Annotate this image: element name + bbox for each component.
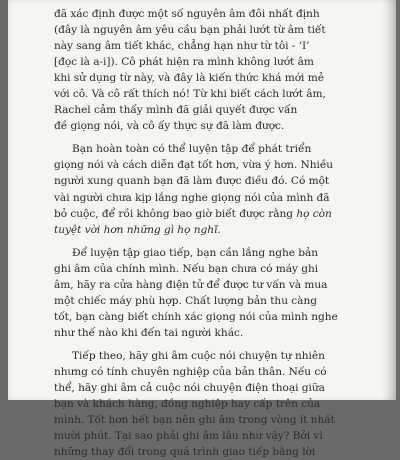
text-line-with-italic [54,206,370,222]
italic-line: tuyệt vời hơn những gì họ nghĩ. [54,223,221,236]
text-line: âm, hãy ra cửa hàng điện tử để được tư vấn và mua [54,278,328,291]
paragraph-3 [54,245,370,341]
text-line: vài người chưa kịp lắng nghe giọng nói của mình đã [54,191,330,204]
text-line: Bạn hoàn toàn có thể luyện tập để phát triển [72,143,312,156]
text-line: người xung quanh bạn đã làm được điều đó. Có một [54,175,330,188]
text-line: một chiếc máy phù hợp. Chất lượng bản thu càng [54,294,317,307]
text-line: với cô. Và cô rất thích nó! Từ khi biết cách lướt âm, [54,88,326,101]
text-line: Để luyện tập giao tiếp, bạn cần lắng nghe bản [72,246,319,259]
text-line: mười phút. Tại sao phải ghi âm lâu như vậy? Bởi vì [54,430,323,443]
paragraph-1 [54,6,370,134]
body-text [54,6,370,460]
text-line: (đây là nguyên âm yêu cầu bạn phải lướt từ âm tiết [54,24,326,37]
text-line: khi sử dụng từ này, và đây là kiến thức khá mới mẻ [54,72,324,85]
text-line: như thế nào khi đến tai người khác. [54,326,244,339]
text-line: giọng nói và cách diễn đạt tốt hơn, vừa ý hơn. Nhiều [54,159,334,172]
paragraph-4 [54,348,370,460]
text-line: nhưng có tính chuyên nghiệp của bản thân. Nếu có [54,365,327,378]
text-line: đã xác định được một số nguyên âm đôi nhất định [54,8,320,20]
text-line: tốt, bạn càng biết chính xác giọng nói của mình nghe [54,310,338,323]
text-line: [đọc là a-i]). Cô phát hiện ra mình không lướt âm [54,56,314,69]
italic-run: họ còn [296,207,332,220]
text-line: này sang âm tiết khác, chẳng hạn như từ tôi - ‘I’ [54,40,310,53]
text-line: ghi âm của chính mình. Nếu bạn chưa có máy ghi [54,262,319,275]
text-line: Tiếp theo, hãy ghi âm cuộc nói chuyện tự nhiên [72,349,325,362]
text-run: bỏ cuộc, để rồi không bao giờ biết được rằng [54,207,297,220]
book-page [8,0,396,459]
text-line: bạn và khách hàng, đồng nghiệp hay cấp trên của [54,398,321,411]
paragraph-2 [54,141,370,237]
text-line: những thay đổi trong quá trình giao tiếp bằng lời [54,446,316,459]
text-line: thể, hãy ghi âm cả cuộc nói chuyện điện thoại giữa [54,382,325,395]
text-line: đề giọng nói, và cô ấy thực sự đã làm được. [54,120,285,133]
text-line: mình. Tốt hơn hết bạn nên ghi âm trong vòng ít nhất [54,414,335,427]
text-line: Rachel cảm thấy mình đã giải quyết được vấn [54,104,298,117]
